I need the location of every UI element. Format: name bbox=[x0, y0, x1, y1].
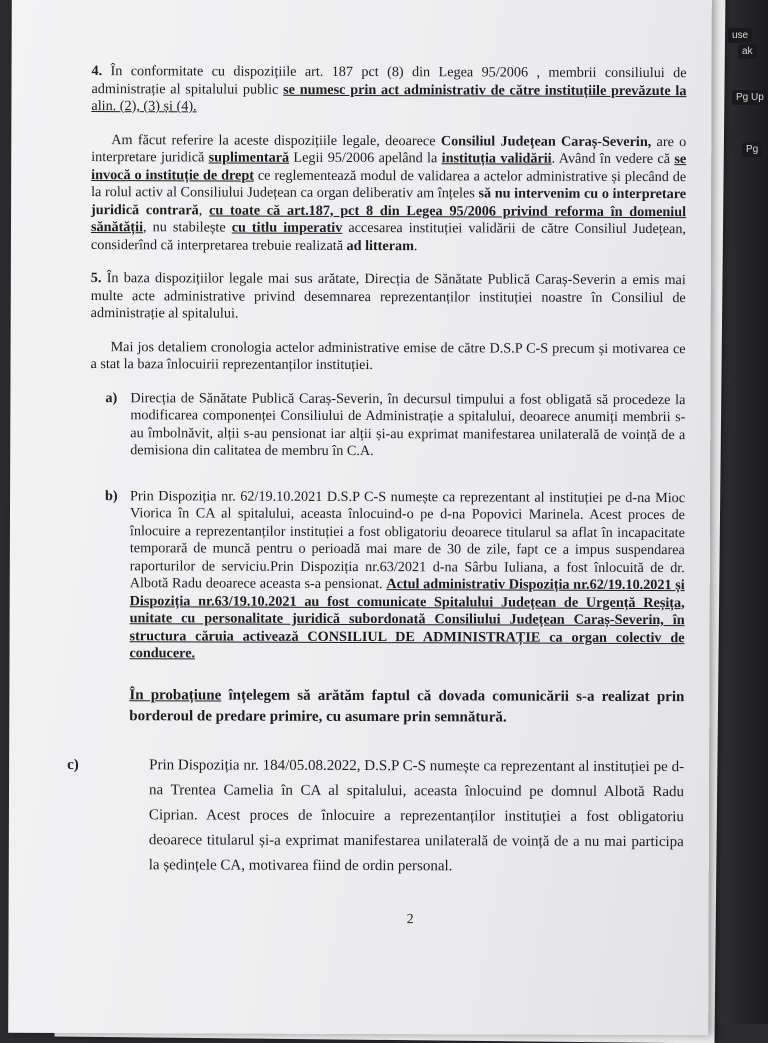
document-page bbox=[8, 0, 712, 1035]
list-item-b: b) Prin Dispoziția nr. 62/19.10.2021 D.S.P C-S numește ca reprezentant al instituției pe d-na Mioc Viorica în CA al spitalului, aceasta înlocuind-o pe d-na Popovici Marinela. Acest proces de înlocuire a reprezentanților instituției a fost obligatoriu deoarece titularul sa aflat în incapacitate temporară de muncă pentru o perioadă mai mare de 30 de zile, fapt ce a impus suspendarea raporturilor de serviciu.Prin Dispoziția nr.63/2021 d-na Sârbu Iuliana, a fost înlocuită de dr. Albotă Radu deoarece aceasta s-a pensionat. Actul administrativ Dispoziția nr.62/19.10.2021 și Dispoziția nr.63/19.10.2021 au fost comunicate Spitalului Județean de Urgență Reșița, unitate cu personalitate juridică subordonată Consiliului Județean Caraș-Severin, în structura căruia activează CONSILIUL DE ADMINISTRAȚIE ca organ colectiv de conducere. bbox=[105, 487, 686, 662]
paragraph-cronologie: Mai jos detaliem cronologia actelor administrative emise de către D.S.P C-S precum și motivarea ce a stat la baza înlocuirii reprezentanților instituției. bbox=[90, 338, 686, 374]
probatiune-statement: În probațiune înțelegem să arătăm faptul că dovada comunicării s-a realizat prin borderoul de predare primire, cu asumare prin semnătură. bbox=[129, 686, 685, 726]
paragraph-4: 4. În conformitate cu dispozițiile art. 187 pct (8) din Legea 95/2006 , membrii consiliului de administrație al spitalului public se numesc prin act administrativ de către instituțiile prevăzute la alin. (2), (3) și (4). bbox=[91, 63, 687, 115]
keyboard-key-pg: Pg bbox=[742, 142, 762, 157]
paragraph-5: 5. În baza dispozițiilor legale mai sus arătate, Direcția de Sănătate Publică Caraș-Severin a emis mai multe acte administrative privind desemnarea reprezentanților instituției noastre în Consiliul de administrație al spitalului. bbox=[90, 270, 686, 322]
keyboard-key-label: ak bbox=[738, 44, 757, 59]
paragraph-interpretare: Am făcut referire la aceste dispozițiile legale, deoarece Consiliul Județean Caraș-Severin, are o interpretare juridică suplimentară Legii 95/2006 apelând la instituția validării. Având în vedere că se invocă o instituție de drept ce reglementează modul de validarea a actelor administrative și plecând de la rolul activ al Consiliului Județean ca organ deliberativ am înțeles să nu intervenim cu o interpretare juridică contrară, cu toate că art.187, pct 8 din Legea 95/2006 privind reforma în domeniul sănătății, nu stabilește cu titlu imperativ accesarea instituției validării de către Consiliul Județean, considerînd că interpretarea trebuie realizată ad litteram. bbox=[90, 131, 687, 254]
document-body bbox=[67, 63, 687, 880]
list-item-a: a) Direcția de Sănătate Publică Caraș-Severin, în decursul timpului a fost obligată să procedeze la modificarea componenței Consiliului de Administrație a spitalului, deoarece anumiți membrii s-au îmbolnăvit, alții s-au pensionat iar alții și-au exprimat manifestarea unilaterală de voință de a demisiona din calitatea de membru în C.A. bbox=[105, 389, 686, 460]
keyboard-key-label: use bbox=[728, 28, 752, 43]
keyboard-key-pgup: Pg Up bbox=[732, 90, 768, 105]
list-item-c: c) Prin Dispoziția nr. 184/05.08.2022, D.S.P C-S numește ca reprezentant al instituției pe d-na Trentea Camelia în CA al spitalului, aceasta înlocuind pe domnul Albotă Radu Ciprian. Acest proces de înlocuire a reprezentanților instituției a fost obligatoriu deoarece titularul și-a exprimat manifestarea unilaterală de voință de a nu mai participa la ședințele CA, motivarea fiind de ordin personal. bbox=[67, 756, 685, 874]
page-number: 2 bbox=[406, 912, 414, 928]
highlighted-statement: Actul administrativ Dispoziția nr.62/19.10.2021 și Dispoziția nr.63/19.10.2021 au fost comunicate Spitalului Județean de Urgență Reșița, unitate cu personalitate juridică subordonată Consiliului Județean Caraș-Severin, în structura căruia activează CONSILIUL DE ADMINISTRAȚIE ca organ colectiv de conducere. bbox=[129, 576, 685, 662]
